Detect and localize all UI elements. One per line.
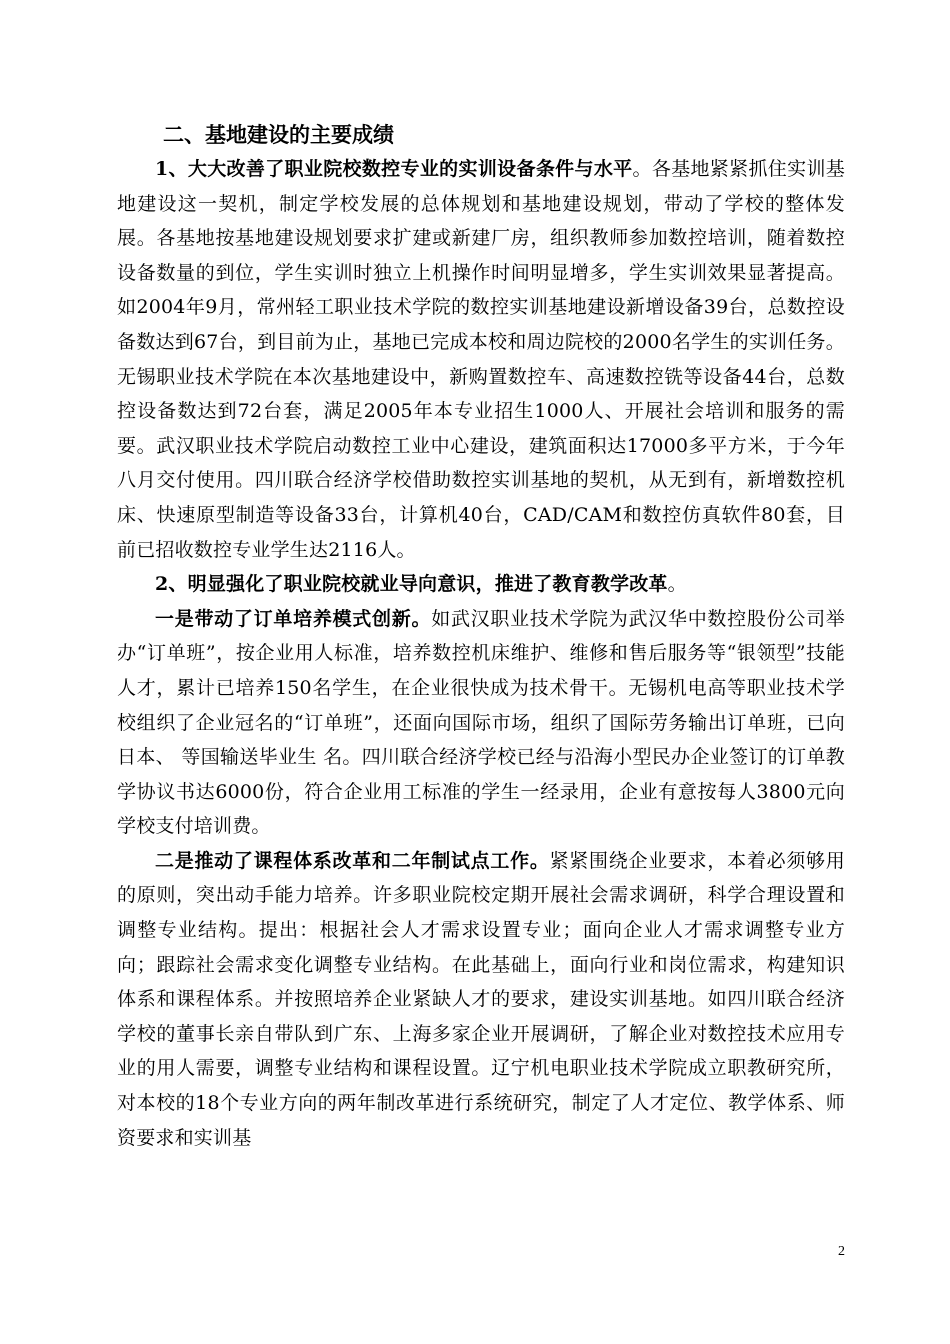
paragraph-1-text: 。各基地紧紧抓住实训基地建设这一契机，制定学校发展的总体规划和基地建设规划，带动了学校的整体发展。各基地按基地建设规划要求扩建或新建厂房，组织教师参加数控培训，随着数控设备数量的到位，学生实训时独立上机操作时间明显增多，学生实训效果显著提高。如2004年9月，常州轻工职业技术学院的数控实训基地建设新增设备39台，总数控设备数达到67台，到目前为止，基地已完成本校和周边院校的2000名学生的实训任务。无锡职业技术学院在本次基地建设中，新购置数控车、高速数控铣等设备44台，总数控设备数达到72台套，满足2005年本专业招生1000人、开展社会培训和服务的需要。武汉职业技术学院启动数控工业中心建设，建筑面积达17000多平方米，于今年八月交付使用。四川联合经济学校借助数控实训基地的契机，从无到有，新增数控机床、快速原型制造等设备33台，计算机40台，CAD/CAM和数控仿真软件80套，目前已招收数控专业学生达2116人。: [117, 158, 845, 561]
paragraph-1: [117, 152, 845, 567]
paragraph-3-text: 如武汉职业技术学院为武汉华中数控股份公司举办“订单班”，按企业用人标准，培养数控机床维护、维修和售后服务等“银领型”技能人才，累计已培养150名学生，在企业很快成为技术骨干。无锡机电高等职业技术学校组织了企业冠名的“订单班”，还面向国际市场，组织了国际劳务输出订单班，已向日本、 等国输送毕业生 名。四川联合经济学校已经与沿海小型民办企业签订的订单教学协议书达6000份，符合企业用工标准的学生一经录用，企业有意按每人3800元向学校支付培训费。: [117, 607, 845, 838]
paragraph-2-text: 。: [667, 573, 687, 596]
paragraph-4-text: 紧紧围绕企业要求，本着必须够用的原则，突出动手能力培养。许多职业院校定期开展社会需求调研，科学合理设置和调整专业结构。提出：根据社会人才需求设置专业；面向企业人才需求调整专业方向；跟踪社会需求变化调整专业结构。在此基础上，面向行业和岗位需求，构建知识体系和课程体系。并按照培养企业紧缺人才的要求，建设实训基地。如四川联合经济学校的董事长亲自带队到广东、上海多家企业开展调研，了解企业对数控技术应用专业的用人需要，调整专业结构和课程设置。辽宁机电职业技术学院成立职教研究所，对本校的18个专业方向的两年制改革进行系统研究，制定了人才定位、教学体系、师资要求和实训基: [117, 849, 845, 1149]
page-content: [117, 118, 845, 1155]
paragraph-3-lead: 一是带动了订单培养模式创新。: [155, 607, 432, 630]
paragraph-2: [117, 567, 845, 602]
paragraph-3: [117, 602, 845, 844]
paragraph-4: [117, 844, 845, 1155]
page-number: 2: [838, 1244, 845, 1259]
paragraph-4-lead: 二是推动了课程体系改革和二年制试点工作。: [155, 849, 550, 872]
section-heading: 二、基地建设的主要成绩: [163, 122, 394, 147]
paragraph-1-lead: 1、大大改善了职业院校数控专业的实训设备条件与水平: [155, 158, 633, 180]
paragraph-2-lead: 2、明显强化了职业院校就业导向意识，推进了教育教学改革: [155, 573, 668, 596]
